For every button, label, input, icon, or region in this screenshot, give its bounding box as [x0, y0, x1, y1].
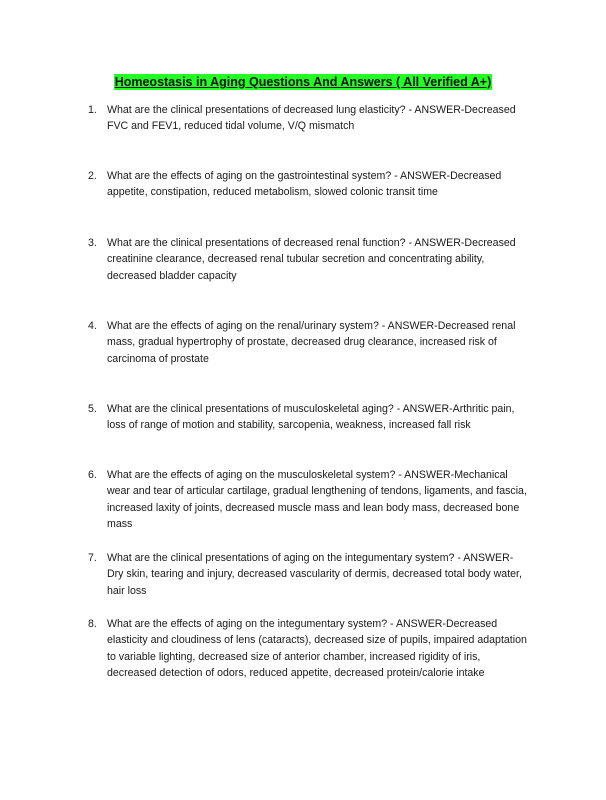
item-text: What are the effects of aging on the integumentary system? - ANSWER-Decreased elasticity and cloudiness of lens (cataracts), decreased size of pupils, impaired adaptation to variable lighting, decreased size of anterior chamber, increased rigidity of iris, decreased detection of odors, reduced appetite, decreased protein/calorie intake — [107, 618, 527, 680]
document-title: Homeostasis in Aging Questions And Answers ( All Verified A+) — [114, 75, 492, 89]
list-item — [88, 550, 528, 599]
item-number: 4. — [88, 320, 97, 332]
list-item — [88, 318, 528, 367]
list-item — [88, 168, 528, 201]
item-number: 2. — [88, 170, 97, 182]
list-item — [88, 235, 528, 284]
item-number: 1. — [88, 104, 97, 116]
item-text: What are the clinical presentations of decreased renal function? - ANSWER-Decreased creatinine clearance, decreased renal tubular secretion and concentrating ability, decreased bladder capacity — [107, 237, 516, 282]
item-number: 6. — [88, 469, 97, 481]
item-text: What are the clinical presentations of aging on the integumentary system? - ANSWER-Dry skin, tearing and injury, decreased vascularity of dermis, decreased total body water, hair loss — [107, 552, 522, 597]
item-text: What are the effects of aging on the renal/urinary system? - ANSWER-Decreased renal mass, gradual hypertrophy of prostate, decreased drug clearance, increased risk of carcinoma of prostate — [107, 320, 516, 365]
list-item — [88, 401, 528, 434]
item-text: What are the effects of aging on the musculoskeletal system? - ANSWER-Mechanical wear and tear of articular cartilage, gradual lengthening of tendons, ligaments, and fascia, increased laxity of joints, decreased muscle mass and lean body mass, decreased bone mass — [107, 469, 527, 531]
item-text: What are the effects of aging on the gastrointestinal system? - ANSWER-Decreased appetite, constipation, reduced metabolism, slowed colonic transit time — [107, 170, 502, 199]
list-item — [88, 467, 528, 533]
title-wrapper — [0, 73, 606, 91]
list-item — [88, 102, 528, 135]
item-number: 3. — [88, 237, 97, 249]
list-item — [88, 616, 528, 682]
item-number: 8. — [88, 618, 97, 630]
item-text: What are the clinical presentations of musculoskeletal aging? - ANSWER-Arthritic pain, loss of range of motion and stability, sarcopenia, weakness, increased fall risk — [107, 403, 515, 432]
item-text: What are the clinical presentations of decreased lung elasticity? - ANSWER-Decreased FVC and FEV1, reduced tidal volume, V/Q mismatch — [107, 104, 516, 133]
item-number: 5. — [88, 403, 97, 415]
item-number: 7. — [88, 552, 97, 564]
